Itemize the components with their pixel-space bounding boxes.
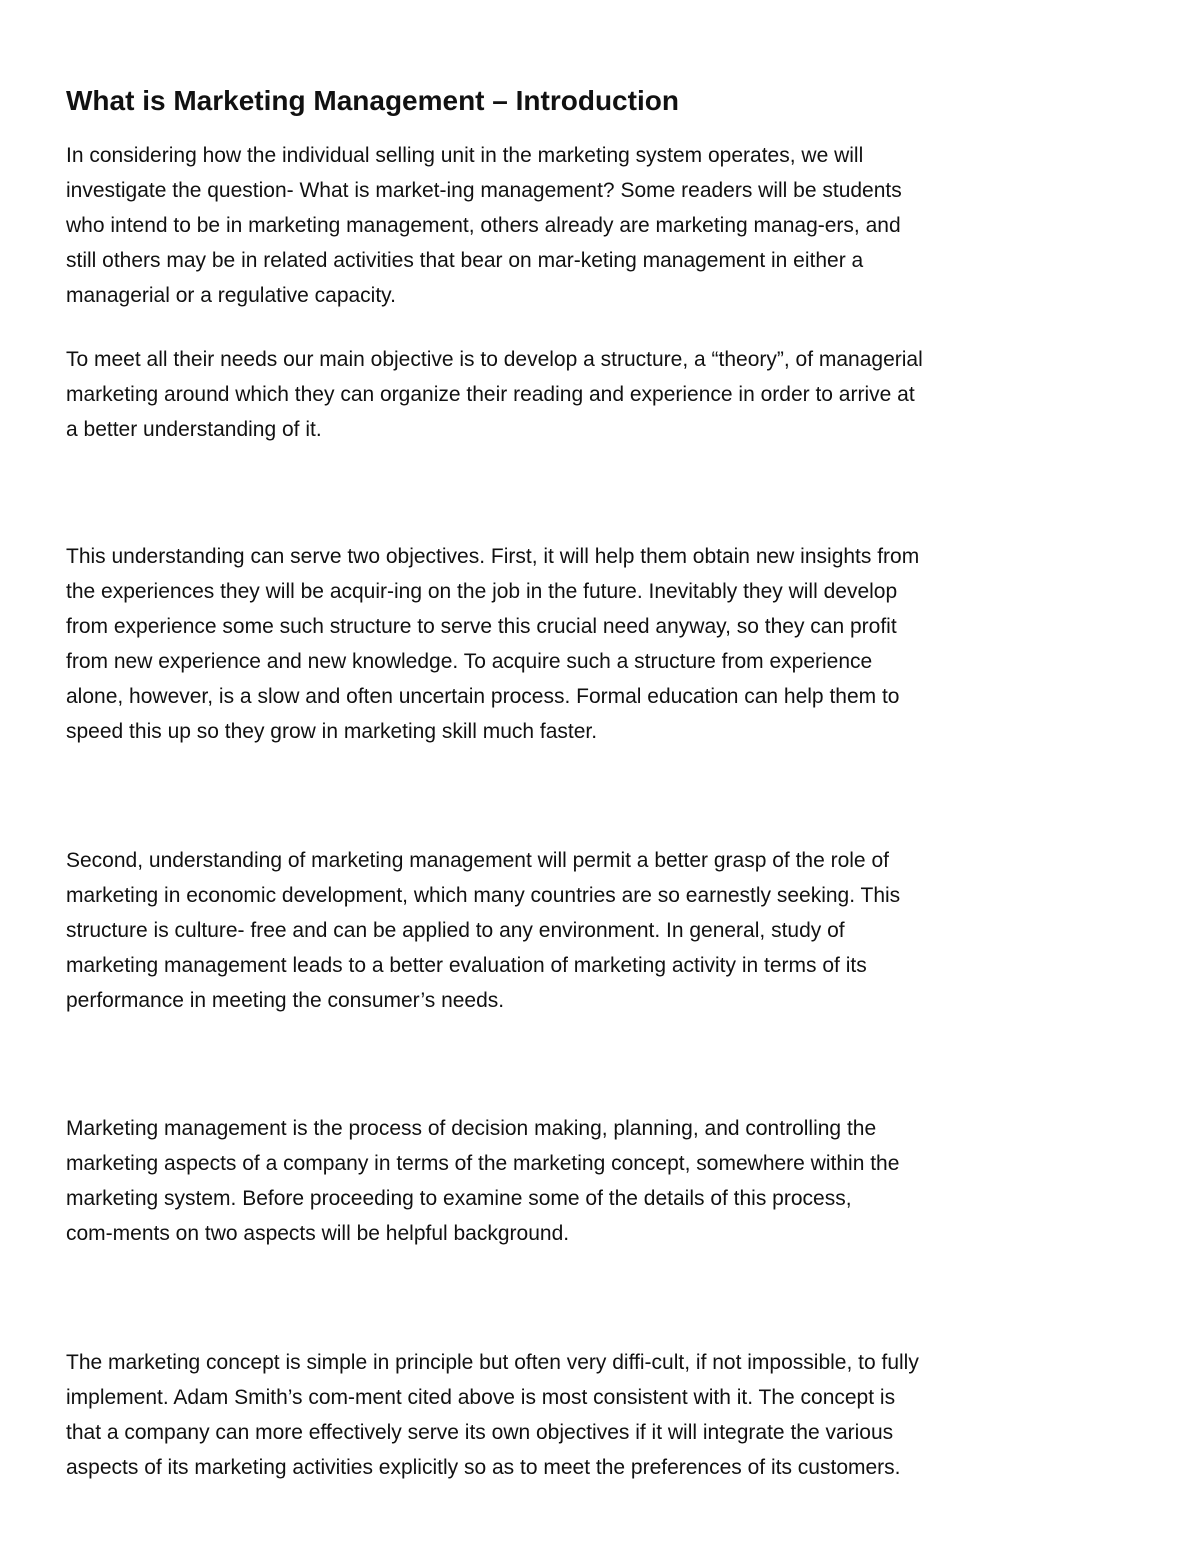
paragraph-definition: Marketing management is the process of decision making, planning, and controlling the marketing aspects of a company in terms of the marketing concept, somewhere within the marketing system. Before proceeding to examine some of the details of this process, com-ments on two aspects will be helpful background. xyxy=(66,1117,900,1245)
document-title: What is Marketing Management – Introduction xyxy=(66,85,679,116)
paragraph-objective: To meet all their needs our main objective is to develop a structure, a “theory”, of managerial marketing around which they can organize their reading and experience in order to arrive at a better understanding of it. xyxy=(66,348,923,441)
paragraph-intro: In considering how the individual selling unit in the marketing system operates, we will investigate the question- What is market-ing management? Some readers will be students who intend to be in marketing management, others already are marketing manag-ers, and still others may be in related activities that bear on mar-keting management in either a managerial or a regulative capacity. xyxy=(66,144,902,307)
paragraph-first-objective: This understanding can serve two objectives. First, it will help them obtain new insights from the experiences they will be acquir-ing on the job in the future. Inevitably they will develop from experience some such structure to serve this crucial need anyway, so they can profit from new experience and new knowledge. To acquire such a structure from experience alone, however, is a slow and often uncertain process. Formal education can help them to speed this up so they grow in marketing skill much faster. xyxy=(66,545,920,743)
paragraph-second-objective: Second, understanding of marketing management will permit a better grasp of the role of marketing in economic development, which many countries are so earnestly seeking. This structure is culture- free and can be applied to any environment. In general, study of marketing management leads to a better evaluation of marketing activity in terms of its performance in meeting the consumer’s needs. xyxy=(66,849,901,1012)
paragraph-marketing-concept: The marketing concept is simple in principle but often very diffi-cult, if not impossible, to fully implement. Adam Smith’s com-ment cited above is most consistent with it. The concept is that a company can more effectively serve its own objectives if it will integrate the various aspects of its marketing activities explicitly so as to meet the preferences of its customers. xyxy=(66,1351,919,1479)
